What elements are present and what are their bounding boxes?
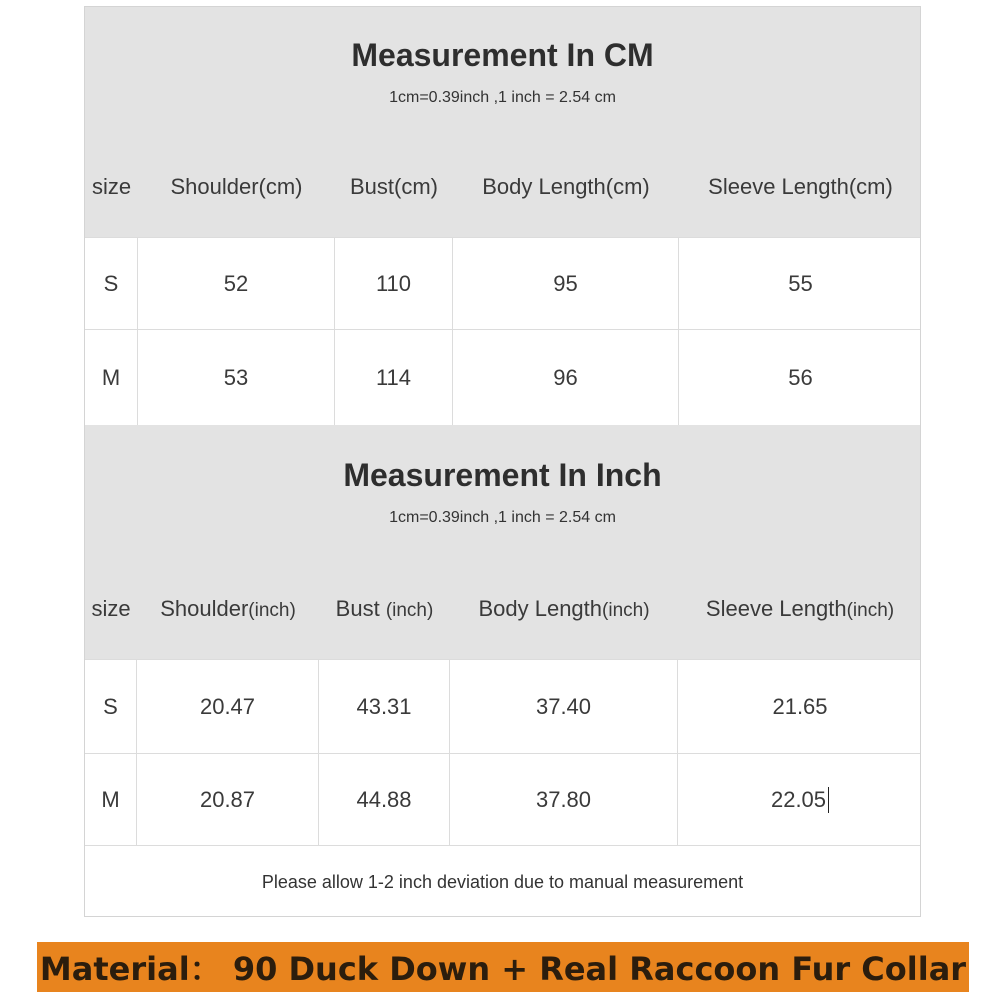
- cm-table-title: Measurement In CM: [351, 37, 654, 73]
- cell-size: M: [85, 754, 137, 846]
- cell-size: S: [85, 238, 138, 330]
- cm-header-row: [85, 167, 920, 207]
- cell-size: S: [85, 660, 137, 754]
- cell-sleeve-length: 55: [788, 271, 813, 296]
- cell-bust: 114: [335, 330, 453, 426]
- table-row: [85, 237, 920, 330]
- table-row: [85, 329, 920, 426]
- deviation-note: Please allow 1-2 inch deviation due to manual measurement: [85, 845, 920, 918]
- size-chart: [84, 6, 921, 917]
- table-row: [85, 753, 920, 846]
- cell-sleeve-length: 56: [788, 365, 813, 390]
- header-shoulder: Shoulder(inch): [160, 596, 296, 621]
- cell-shoulder: 53: [138, 330, 335, 426]
- header-size: size: [91, 174, 132, 199]
- cell-bust: 43.31: [319, 660, 450, 754]
- cell-shoulder: 52: [138, 238, 335, 330]
- text-cursor: [828, 787, 829, 813]
- header-body-length: Body Length(cm): [482, 174, 650, 199]
- cell-body-length: 37.40: [450, 660, 678, 754]
- cell-sleeve-length[interactable]: 22.05: [678, 754, 922, 846]
- cm-conversion-note: 1cm=0.39inch ,1 inch = 2.54 cm: [389, 89, 616, 106]
- cell-bust: 110: [335, 238, 453, 330]
- cell-bust: 44.88: [319, 754, 450, 846]
- header-body-length: Body Length(inch): [478, 596, 650, 621]
- cell-shoulder: 20.47: [137, 660, 319, 754]
- material-banner: Material： 90 Duck Down + Real Raccoon Fur Collar: [37, 942, 969, 992]
- header-sleeve-length: Sleeve Length(cm): [708, 174, 893, 199]
- header-bust: Bust (inch): [335, 596, 434, 621]
- cell-size: M: [85, 330, 138, 426]
- cell-body-length: 95: [453, 238, 679, 330]
- inch-header-row: [85, 589, 920, 629]
- cm-header-block: [85, 7, 920, 237]
- table-row: [85, 659, 920, 754]
- cell-body-length: 96: [453, 330, 679, 426]
- header-shoulder: Shoulder(cm): [170, 174, 303, 199]
- inch-table-title: Measurement In Inch: [343, 457, 662, 493]
- inch-conversion-note: 1cm=0.39inch ,1 inch = 2.54 cm: [389, 509, 616, 526]
- header-sleeve-length: Sleeve Length(inch): [705, 596, 895, 621]
- header-size: size: [91, 596, 131, 621]
- cell-body-length: 37.80: [450, 754, 678, 846]
- inch-header-block: [85, 425, 920, 659]
- cell-shoulder: 20.87: [137, 754, 319, 846]
- cell-sleeve-length: 21.65: [772, 694, 828, 719]
- header-bust: Bust(cm): [350, 174, 438, 199]
